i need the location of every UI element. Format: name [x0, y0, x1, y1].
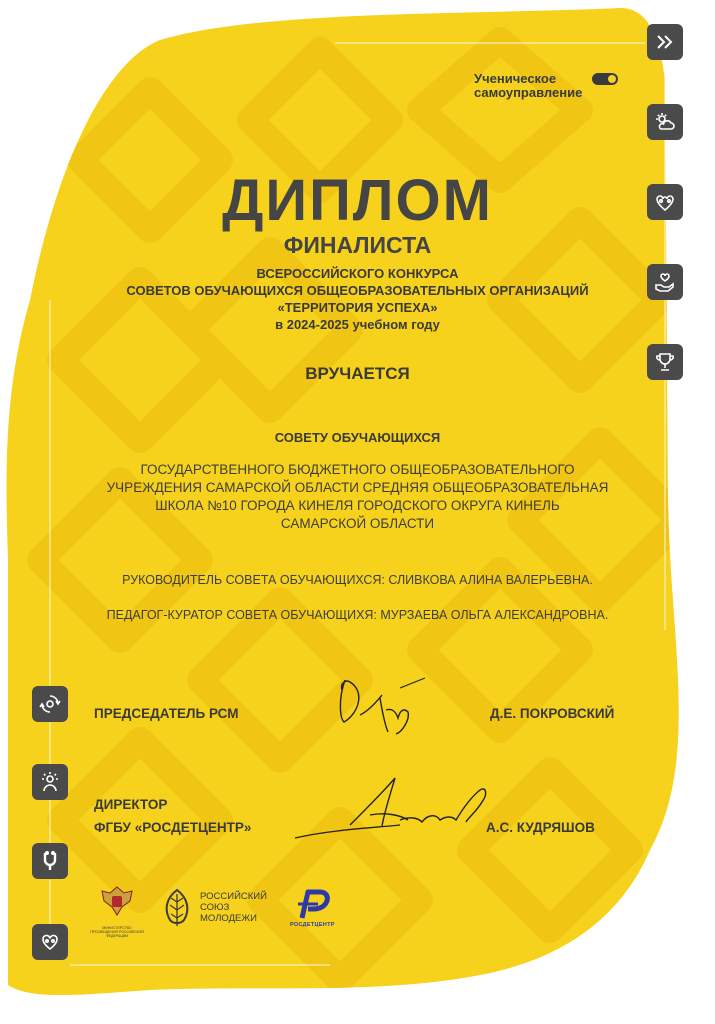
director-name: А.С. КУДРЯШОВ [486, 820, 595, 835]
director-title-line1: ДИРЕКТОР [94, 797, 168, 812]
rosdet-p-icon [296, 888, 330, 920]
idea-person-icon [32, 764, 68, 800]
heart-people-icon [32, 924, 68, 960]
diploma-title: ДИПЛОМ [222, 168, 493, 233]
fast-forward-icon [647, 24, 683, 60]
recipient-org-line4: САМАРСКОЙ ОБЛАСТИ [280, 516, 435, 531]
ministry-name: МИНИСТЕРСТВО ПРОСВЕЩЕНИЯ РОССИЙСКОЙ ФЕДЕРАЦИИ [90, 926, 144, 938]
diploma-subtitle: ФИНАЛИСТА [283, 232, 432, 258]
recipient-council: СОВЕТУ ОБУЧАЮЩИХСЯ [274, 430, 441, 445]
recipient-org-line2: УЧРЕЖДЕНИЯ САМАРСКОЙ ОБЛАСТИ СРЕДНЯЯ ОБЩЕОБРАЗОВАТЕЛЬНАЯ [106, 480, 609, 495]
rosdet-name: РОСДЕТЦЕНТР [290, 922, 335, 928]
rsm-logo [162, 888, 272, 928]
contest-line3: «ТЕРРИТОРИЯ УСПЕХА» [277, 300, 438, 315]
rsm-line1: РОССИЙСКИЙ [200, 891, 267, 902]
u-logo-icon [32, 843, 68, 879]
director-signature [290, 770, 500, 850]
recipient-org-line1: ГОСУДАРСТВЕННОГО БЮДЖЕТНОГО ОБЩЕОБРАЗОВАТЕЛЬНОГО [140, 462, 575, 477]
eagle-emblem-icon [90, 883, 144, 919]
sun-cloud-icon [647, 104, 683, 140]
director-title-line2: ФГБУ «РОСДЕТЦЕНТР» [94, 820, 252, 835]
brand-logo [474, 72, 624, 100]
gear-cycle-icon [32, 686, 68, 722]
leader-line: РУКОВОДИТЕЛЬ СОВЕТА ОБУЧАЮЩИХСЯ: СЛИВКОВА АЛИНА ВАЛЕРЬЕВНА. [122, 573, 593, 587]
rosdet-logo [290, 888, 350, 932]
rsm-line2: СОЮЗ [200, 902, 230, 913]
curator-line: ПЕДАГОГ-КУРАТОР СОВЕТА ОБУЧАЮЩИХЯ: МУРЗАЕВА ОЛЬГА АЛЕКСАНДРОВНА. [106, 608, 609, 622]
chair-name: Д.Е. ПОКРОВСКИЙ [490, 706, 615, 721]
chair-title: ПРЕДСЕДАТЕЛЬ РСМ [94, 706, 239, 721]
brand-line1: Ученическое [474, 71, 557, 86]
toggle-icon [592, 73, 618, 85]
chair-signature [330, 670, 430, 740]
ministry-logo [90, 883, 144, 938]
awarded-label: ВРУЧАЕТСЯ [305, 364, 410, 383]
rsm-line3: МОЛОДЕЖИ [200, 913, 257, 924]
contest-line1: ВСЕРОССИЙСКОГО КОНКУРСА [256, 266, 459, 281]
contest-line4: в 2024-2025 учебном году [275, 317, 440, 332]
leaf-icon [162, 888, 192, 928]
recipient-org-line3: ШКОЛА №10 ГОРОДА КИНЕЛЯ ГОРОДСКОГО ОКРУГА КИНЕЛЬ [155, 498, 560, 513]
brand-line2: самоуправление [474, 85, 583, 100]
contest-line2: СОВЕТОВ ОБУЧАЮЩИХСЯ ОБЩЕОБРАЗОВАТЕЛЬНЫХ ОРГАНИЗАЦИЙ [126, 283, 589, 298]
